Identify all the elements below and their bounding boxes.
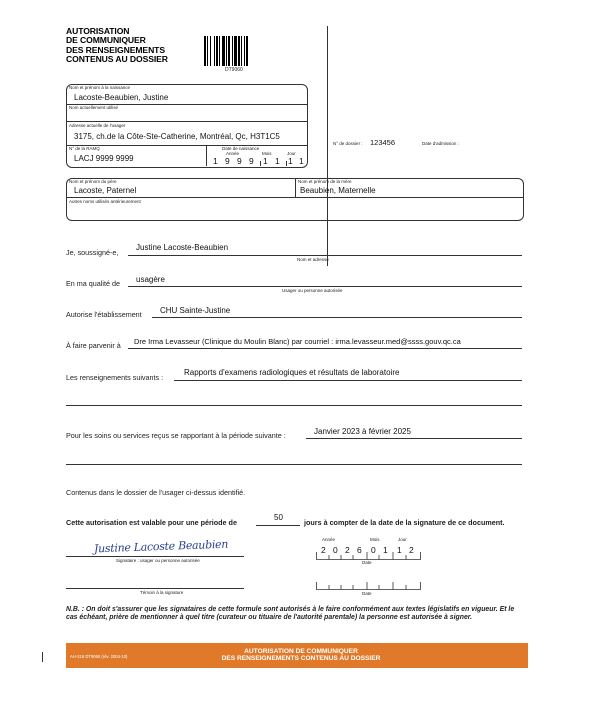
file-number-field[interactable]: 123456: [370, 138, 396, 147]
signature-date-label: Date: [362, 560, 372, 565]
current-name-label: Nom actuellement utilisé: [69, 105, 119, 110]
witness-date-label: Date: [362, 591, 372, 596]
contained-text: Contenus dans le dossier de l'usager ci-dessus identifié.: [66, 488, 246, 497]
send-to-label: À faire parvenir à: [66, 341, 121, 350]
birth-digit: 1: [213, 156, 218, 166]
birth-date-digits[interactable]: [209, 157, 305, 167]
witness-label: Témoin à la signature: [140, 590, 184, 595]
sign-date-digit: 1: [397, 545, 402, 555]
footer-form-code: AH-216 DT9060 (rév. 2004-10): [70, 654, 128, 659]
ramq-label: N° de la RAMQ: [69, 146, 100, 151]
period-field[interactable]: Janvier 2023 à février 2025: [314, 427, 411, 436]
capacity-label: En ma qualité de: [66, 279, 120, 288]
birth-digit: 1: [263, 156, 268, 166]
sign-date-digit: 2: [321, 545, 326, 555]
sign-date-digit: 1: [383, 545, 388, 555]
mother-name-label: Nom et prénom de la mère: [298, 179, 352, 184]
divider: [206, 145, 207, 166]
sign-date-digit: 2: [409, 545, 414, 555]
divider: [66, 197, 523, 198]
nb-label: N.B. :: [66, 606, 84, 613]
info-line: [174, 380, 522, 381]
sign-date-digit: 6: [357, 545, 362, 555]
ramq-field[interactable]: LACJ 9999 9999: [74, 154, 134, 163]
period-line: [306, 438, 522, 439]
birth-digit: 1: [275, 156, 280, 166]
form-title-line-1: AUTORISATION: [66, 26, 130, 36]
undersigned-label: Je, soussigné-e,: [66, 248, 119, 257]
undersigned-sub-label: Nom et adresse: [297, 257, 329, 262]
period-line-2: [66, 464, 522, 465]
info-line-2: [66, 405, 522, 406]
birth-year-label: Année: [226, 151, 240, 156]
footer-title-line-2: DES RENSEIGNEMENTS CONTENUS AU DOSSIER: [221, 655, 381, 663]
divider: [66, 121, 307, 122]
father-name-label: Nom et prénom du père: [69, 179, 117, 184]
period-label: Pour les soins ou services reçus se rapportant à la période suivante :: [66, 431, 286, 440]
establishment-field[interactable]: CHU Sainte-Justine: [160, 306, 231, 315]
page-edge-mark: [42, 652, 43, 662]
nb-note: [66, 606, 526, 622]
birth-digit: 9: [237, 156, 242, 166]
form-title-line-2: DE COMMUNIQUER: [66, 35, 146, 46]
capacity-sub-label: Usager ou personne autorisée: [282, 288, 343, 293]
sign-day-label: Jour: [398, 537, 407, 542]
establishment-line: [152, 317, 522, 318]
birth-month-label: Mois: [262, 151, 272, 156]
birth-digit: 1: [288, 156, 293, 166]
birth-digit: 9: [225, 156, 230, 166]
mother-name-field[interactable]: Beaubien, Maternelle: [300, 186, 376, 195]
witness-date-boxes[interactable]: [316, 576, 422, 590]
divider: [260, 161, 261, 166]
footer-title-line-1: AUTORISATION DE COMMUNIQUER: [244, 648, 358, 655]
undersigned-line: [128, 255, 522, 256]
sign-date-digit: 0: [371, 545, 376, 555]
signature-label: Signataire : usager ou personne autorisée: [116, 558, 200, 563]
sign-date-digit: 2: [345, 545, 350, 555]
birth-digit: 9: [249, 156, 254, 166]
name-field[interactable]: Lacoste-Beaubien, Justine: [74, 93, 169, 102]
birth-date-label: Date de naissance: [222, 146, 260, 151]
validity-days-field[interactable]: 50: [274, 513, 283, 522]
validity-line: [256, 525, 300, 526]
send-to-field[interactable]: Dre Irma Levasseur (Clinique du Moulin Blanc) par courriel : irma.levasseur.med@ssss.gouv.qc.ca: [134, 337, 461, 346]
footer-band: [66, 643, 528, 668]
signature-date-boxes: [316, 544, 422, 560]
capacity-line: [128, 286, 522, 287]
form-title-line-3: DES RENSEIGNEMENTS: [66, 44, 165, 55]
divider: [295, 178, 296, 197]
send-to-line: [128, 348, 522, 349]
witness-line: [66, 588, 244, 589]
birth-day-label: Jour: [287, 151, 296, 156]
info-field[interactable]: Rapports d'examens radiologiques et résultats de laboratoire: [184, 368, 400, 377]
vertical-divider: [327, 26, 328, 266]
barcode-icon: [203, 36, 269, 66]
sign-month-label: Mois: [370, 537, 380, 542]
file-number-label: N° de dossier :: [333, 141, 363, 146]
admission-date-label: Date d'admission :: [422, 141, 459, 146]
signature-line: [66, 556, 244, 557]
undersigned-field[interactable]: Justine Lacoste-Beaubien: [136, 243, 229, 252]
divider: [286, 161, 287, 166]
birth-digit: 1: [299, 156, 304, 166]
capacity-field[interactable]: usagère: [136, 275, 165, 284]
signature-image: Justine Lacoste Beaubien: [93, 537, 229, 556]
barcode-code: DT9060: [225, 67, 243, 73]
sign-year-label: Année: [322, 537, 336, 542]
form-title-line-4: CONTENUS AU DOSSIER: [66, 53, 168, 64]
sign-date-digit: 0: [333, 545, 338, 555]
form-title: [66, 27, 206, 64]
address-field[interactable]: 3175, ch.de la Côte-Ste-Catherine, Montréal, Qc, H3T1C5: [74, 132, 280, 141]
validity-prefix: Cette autorisation est valable pour une période de: [66, 518, 237, 527]
divider: [66, 145, 307, 146]
other-names-label: Autres noms utilisés antérieurement: [69, 199, 141, 204]
footer-title: [186, 648, 416, 663]
father-name-field[interactable]: Lacoste, Paternel: [74, 186, 137, 195]
name-label: Nom et prénom à la naissance: [69, 85, 131, 90]
establishment-label: Autorise l'établissement: [66, 310, 142, 319]
nb-text: On doit s'assurer que les signataires de cette formule sont autorisés à le faire conformément aux textes législatifs en vigueur. Et le cas échéant, prière de mentionner à quel titre (curateur ou tituaire de l'autorité parentale) la personne est autorisée à signer.: [66, 606, 515, 621]
address-label: Adresse actuelle de l'usager: [69, 123, 126, 128]
validity-suffix: jours à compter de la date de la signature de ce document.: [304, 518, 505, 527]
info-label: Les renseignements suivants :: [66, 373, 164, 382]
